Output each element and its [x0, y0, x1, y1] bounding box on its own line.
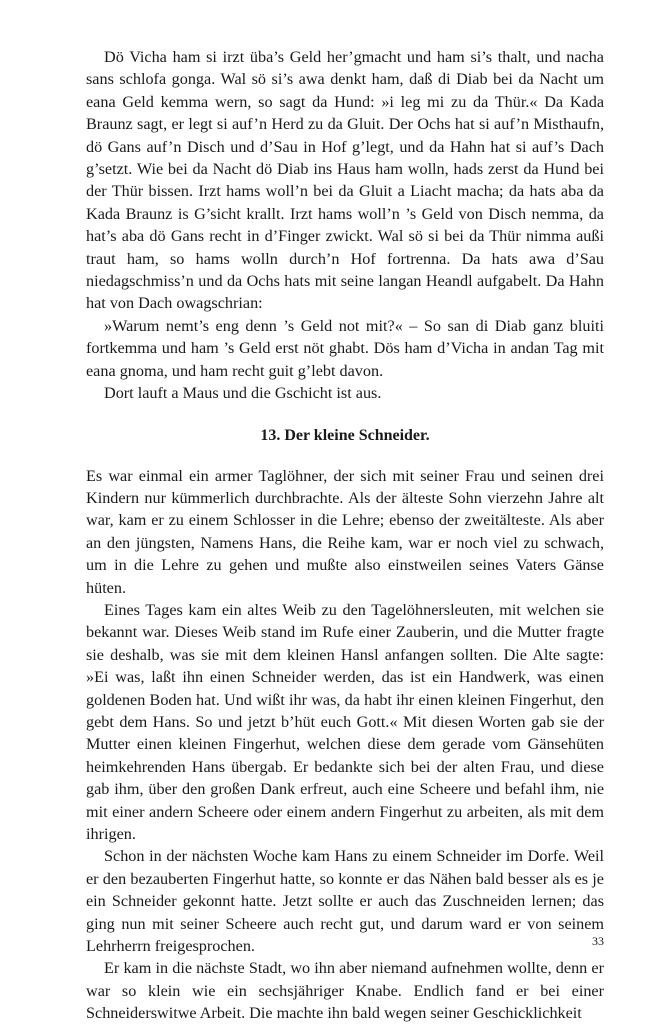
page-number: 33 [592, 934, 604, 948]
chapter-heading: 13. Der kleine Schneider. [260, 426, 430, 444]
paragraph: Eines Tages kam ein altes Weib zu den Tagelöhnersleuten, mit welchen sie bekannt war. Dieses Weib stand im Rufe einer Zauberin, und die Mutter fragte sie deshalb, was sie mit dem kleinen Hansl anfangen sollten. Die Alte sagte: »Ei was, laßt ihn einen Schneider werden, das ist ein Handwerk, was einen goldenen Boden hat. Und wißt ihr was, da habt ihr einen kleinen Fingerhut, den gebt dem Hans. So und jetzt b’hüt euch Gott.« Mit diesen Worten gab sie der Mutter einen kleinen Fingerhut, welchen diese dem gerade vom Gänsehüten heimkehrenden Hans übergab. Er bedankte sich bei der alten Frau, und diese gab ihm, über den großen Dank erfreut, auch eine Scheere und befahl ihm, nie mit einer andern Scheere oder einem andern Fingerhut zu arbeiten, als mit dem ihrigen. [86, 600, 604, 843]
paragraph: Dort lauft a Maus und die Gschicht ist aus. [104, 384, 382, 403]
paragraph: Schon in der nächsten Woche kam Hans zu einem Schneider im Dorfe. Weil er den bezauberten Fingerhut hatte, so konnte er das Nähen bald besser als es je ein Schneider gekonnt hatte. Jetzt sollte er auch das Zuschneiden lernen; das ging nun mit seiner Scheere auch recht gut, und darum ward er von seinem Lehrherrn freigesprochen. [86, 847, 604, 956]
previous-story-text [86, 46, 604, 405]
paragraph: Dö Vicha ham si irzt üba’s Geld her’gmacht und ham si’s thalt, und nacha sans schlofa gonga. Wal sö si’s awa denkt ham, daß di Diab bei da Nacht um eana Geld kemma wern, so sagt da Hund: »i leg mi zu da Thür.« Da Kada Braunz sagt, er legt si auf’n Herd zu da Gluit. Der Ochs hat si auf’n Misthaufn, dö Gans auf’n Disch und d’Sau in Hof g’legt, und da Hahn hat si auf’s Dach g’setzt. Wie bei da Nacht dö Diab ins Haus ham wolln, hads zerst da Hund bei der Thür bissen. Irzt hams woll’n bei da Gluit a Liacht macha; da hats aba da Kada Braunz is G’sicht krallt. Irzt hams woll’n ’s Geld von Disch nemma, da hat’s aba dö Gans recht in d’Finger zwickt. Wal sö si bei da Thür nimma außi traut ham, so hams wolln durch’n Hof fortrenna. Da hats awa d’Sau niedagschmiss’n und da Ochs hats mit seine langan Heandl aufgabelt. Da Hahn hat von Dach owagschrian: [86, 48, 604, 313]
paragraph: Es war einmal ein armer Taglöhner, der sich mit seiner Frau und seinen drei Kindern nur kümmerlich durchbrachte. Als der älteste Sohn vierzehn Jahre alt war, kam er zu einem Schlosser in die Lehre; ebenso der zweitälteste. Als aber an den jüngsten, Namens Hans, die Reihe kam, war er noch viel zu schwach, um in die Lehre zu gehen und mußte also einstweilen seines Vaters Gänse hüten. [86, 466, 604, 597]
paragraph: »Warum nemt’s eng denn ’s Geld not mit?« – So san di Diab ganz bluiti fortkemma und ham ’s Geld erst nöt ghabt. Dös ham d’Vicha in andan Tag mit eana gnoma, und ham recht guit g’lebt davon. [86, 316, 604, 380]
page-body [86, 46, 604, 1025]
chapter-text [86, 465, 604, 1025]
paragraph: Er kam in die nächste Stadt, wo ihn aber niemand aufnehmen wollte, denn er war so klein wie ein sechsjähriger Knabe. Endlich fand er bei einer Schneiderswitwe Arbeit. Die machte ihn bald wegen seiner Geschicklichkeit [86, 959, 604, 1023]
